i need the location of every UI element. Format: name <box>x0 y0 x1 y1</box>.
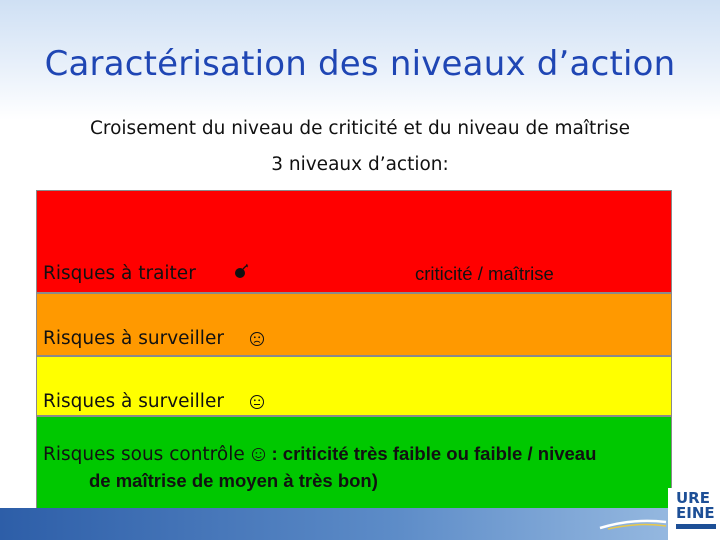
slide-subtitle-line2: 3 niveaux d’action: <box>271 154 449 175</box>
action-level-red <box>36 190 672 293</box>
sad-face-icon <box>249 331 265 347</box>
logo-strip <box>676 524 716 529</box>
level-label-controle: Risques sous contrôle <box>43 444 245 465</box>
slide-title: Caractérisation des niveaux d’action <box>44 44 676 84</box>
level-text-controle <box>43 441 663 494</box>
level-criteria-controle-line1: : criticité très faible ou faible / niveau <box>271 443 597 464</box>
slide-subtitle-line1: Croisement du niveau de criticité et du niveau de maîtrise <box>89 118 630 139</box>
bomb-icon <box>233 263 249 279</box>
action-level-green <box>36 416 672 520</box>
logo-text-line1: URE <box>676 489 710 507</box>
logo-text-line2: EINE <box>676 504 715 522</box>
level-label-surveiller-1: Risques à surveiller <box>43 328 224 349</box>
smiley-face-icon <box>251 447 266 462</box>
action-level-yellow <box>36 356 672 416</box>
level-criteria-traiter: criticité / maîtrise <box>415 263 554 284</box>
swoosh-icon <box>598 508 668 530</box>
level-label-surveiller-2: Risques à surveiller <box>43 391 224 412</box>
level-criteria-controle-line2: de maîtrise de moyen à très bon) <box>89 470 378 491</box>
action-level-orange <box>36 293 672 356</box>
neutral-face-icon <box>249 394 265 410</box>
level-label-traiter: Risques à traiter <box>43 263 196 284</box>
